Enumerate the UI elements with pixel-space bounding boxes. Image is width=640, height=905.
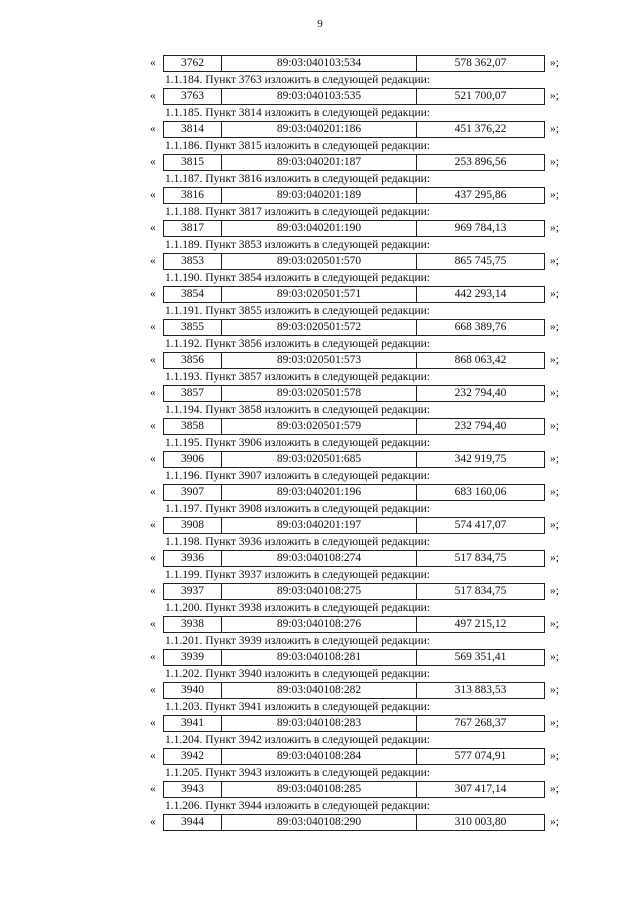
amendment-heading <box>0 139 640 154</box>
amendment-heading-text: 1.1.189. Пункт 3853 изложить в следующей редакции: <box>165 239 430 251</box>
quote-open: « <box>150 750 156 762</box>
cell-cadastral-number: 89:03:040201:186 <box>222 122 417 137</box>
quote-close: »; <box>550 618 559 630</box>
cell-value: 865 745,75 <box>454 255 507 267</box>
quote-open: « <box>150 222 156 234</box>
quote-open: « <box>150 816 156 828</box>
amendment-heading <box>0 700 640 715</box>
cell-cadastral-number: 89:03:040103:534 <box>222 56 417 71</box>
quote-open: « <box>150 585 156 597</box>
cell-number: 3939 <box>164 650 222 665</box>
table-row-box <box>163 55 545 72</box>
amendment-heading <box>0 469 640 484</box>
table-row <box>0 451 640 469</box>
cell-cadastral-number: 89:03:040108:283 <box>222 716 417 731</box>
quote-close: »; <box>550 717 559 729</box>
table-row <box>0 682 640 700</box>
cell-cadastral-number: 89:03:040103:535 <box>222 89 417 104</box>
table-row-box <box>163 154 545 171</box>
quote-open: « <box>150 453 156 465</box>
amendment-heading <box>0 535 640 550</box>
table-row-box <box>163 814 545 831</box>
cell-number: 3853 <box>164 254 222 269</box>
quote-close: »; <box>550 288 559 300</box>
cell-value: 313 883,53 <box>454 684 507 696</box>
cell-number: 3907 <box>164 485 222 500</box>
table-row <box>0 814 640 832</box>
amendment-heading <box>0 370 640 385</box>
table-row <box>0 583 640 601</box>
quote-open: « <box>150 552 156 564</box>
cell-cadastral-number: 89:03:040108:285 <box>222 782 417 797</box>
cell-value: 342 919,75 <box>454 453 507 465</box>
amendment-heading-text: 1.1.195. Пункт 3906 изложить в следующей редакции: <box>165 437 430 449</box>
cell-number: 3943 <box>164 782 222 797</box>
table-row-box <box>163 253 545 270</box>
cell-value: 517 834,75 <box>454 552 507 564</box>
cell-number: 3908 <box>164 518 222 533</box>
quote-close: »; <box>550 255 559 267</box>
quote-open: « <box>150 189 156 201</box>
cell-number: 3762 <box>164 56 222 71</box>
cell-value: 574 417,07 <box>454 519 507 531</box>
amendment-heading <box>0 271 640 286</box>
table-row <box>0 187 640 205</box>
quote-open: « <box>150 288 156 300</box>
quote-open: « <box>150 717 156 729</box>
cell-number: 3817 <box>164 221 222 236</box>
cell-number: 3944 <box>164 815 222 830</box>
cell-number: 3856 <box>164 353 222 368</box>
cell-cadastral-number: 89:03:040108:274 <box>222 551 417 566</box>
cell-value: 521 700,07 <box>454 90 507 102</box>
amendment-heading <box>0 502 640 517</box>
table-row <box>0 319 640 337</box>
table-row-box <box>163 187 545 204</box>
quote-close: »; <box>550 156 559 168</box>
table-row-box <box>163 418 545 435</box>
cell-value: 969 784,13 <box>454 222 507 234</box>
amendment-heading <box>0 106 640 121</box>
table-row-box <box>163 319 545 336</box>
amendment-heading <box>0 337 640 352</box>
quote-open: « <box>150 354 156 366</box>
table-row <box>0 550 640 568</box>
amendment-heading-text: 1.1.206. Пункт 3944 изложить в следующей редакции: <box>165 800 430 812</box>
amendment-heading-text: 1.1.191. Пункт 3855 изложить в следующей редакции: <box>165 305 430 317</box>
cell-cadastral-number: 89:03:020501:571 <box>222 287 417 302</box>
table-row-box <box>163 220 545 237</box>
amendment-heading <box>0 238 640 253</box>
quote-close: »; <box>550 783 559 795</box>
cell-cadastral-number: 89:03:040108:284 <box>222 749 417 764</box>
amendment-heading-text: 1.1.185. Пункт 3814 изложить в следующей редакции: <box>165 107 430 119</box>
amendment-heading-text: 1.1.199. Пункт 3937 изложить в следующей редакции: <box>165 569 430 581</box>
cell-cadastral-number: 89:03:040108:276 <box>222 617 417 632</box>
cell-value: 497 215,12 <box>454 618 507 630</box>
amendment-heading-text: 1.1.187. Пункт 3816 изложить в следующей редакции: <box>165 173 430 185</box>
cell-value: 437 295,86 <box>454 189 507 201</box>
cell-cadastral-number: 89:03:040108:275 <box>222 584 417 599</box>
quote-close: »; <box>550 90 559 102</box>
table-row-box <box>163 781 545 798</box>
amendment-heading <box>0 172 640 187</box>
quote-open: « <box>150 684 156 696</box>
amendment-heading-text: 1.1.193. Пункт 3857 изложить в следующей редакции: <box>165 371 430 383</box>
table-row-box <box>163 682 545 699</box>
amendment-heading-text: 1.1.202. Пункт 3940 изложить в следующей редакции: <box>165 668 430 680</box>
table-row <box>0 781 640 799</box>
amendment-heading-text: 1.1.201. Пункт 3939 изложить в следующей редакции: <box>165 635 430 647</box>
cell-cadastral-number: 89:03:020501:578 <box>222 386 417 401</box>
amendment-heading-text: 1.1.204. Пункт 3942 изложить в следующей редакции: <box>165 734 430 746</box>
amendment-heading <box>0 73 640 88</box>
table-row-box <box>163 286 545 303</box>
amendment-heading-text: 1.1.186. Пункт 3815 изложить в следующей редакции: <box>165 140 430 152</box>
quote-open: « <box>150 123 156 135</box>
quote-close: »; <box>550 57 559 69</box>
table-row <box>0 616 640 634</box>
table-row-box <box>163 583 545 600</box>
cell-cadastral-number: 89:03:040201:196 <box>222 485 417 500</box>
table-row-box <box>163 121 545 138</box>
table-row <box>0 352 640 370</box>
cell-number: 3936 <box>164 551 222 566</box>
quote-close: »; <box>550 453 559 465</box>
cell-cadastral-number: 89:03:020501:685 <box>222 452 417 467</box>
table-row <box>0 55 640 73</box>
amendment-heading <box>0 205 640 220</box>
cell-value: 578 362,07 <box>454 57 507 69</box>
cell-cadastral-number: 89:03:020501:572 <box>222 320 417 335</box>
quote-close: »; <box>550 321 559 333</box>
cell-cadastral-number: 89:03:040201:189 <box>222 188 417 203</box>
quote-open: « <box>150 783 156 795</box>
amendment-heading <box>0 403 640 418</box>
cell-value: 683 160,06 <box>454 486 507 498</box>
cell-number: 3855 <box>164 320 222 335</box>
amendment-heading <box>0 766 640 781</box>
table-row-box <box>163 748 545 765</box>
cell-number: 3941 <box>164 716 222 731</box>
cell-cadastral-number: 89:03:020501:573 <box>222 353 417 368</box>
quote-close: »; <box>550 552 559 564</box>
table-row <box>0 253 640 271</box>
cell-value: 517 834,75 <box>454 585 507 597</box>
cell-cadastral-number: 89:03:040108:290 <box>222 815 417 830</box>
cell-value: 310 003,80 <box>454 816 507 828</box>
table-row <box>0 154 640 172</box>
cell-cadastral-number: 89:03:040108:281 <box>222 650 417 665</box>
cell-number: 3763 <box>164 89 222 104</box>
table-row <box>0 748 640 766</box>
cell-cadastral-number: 89:03:040201:197 <box>222 518 417 533</box>
quote-close: »; <box>550 519 559 531</box>
amendment-heading-text: 1.1.188. Пункт 3817 изложить в следующей редакции: <box>165 206 430 218</box>
table-row <box>0 649 640 667</box>
quote-close: »; <box>550 354 559 366</box>
amendment-heading-text: 1.1.203. Пункт 3941 изложить в следующей редакции: <box>165 701 430 713</box>
quote-open: « <box>150 486 156 498</box>
quote-close: »; <box>550 387 559 399</box>
table-row <box>0 517 640 535</box>
cell-number: 3906 <box>164 452 222 467</box>
table-row <box>0 121 640 139</box>
cell-value: 442 293,14 <box>454 288 507 300</box>
amendment-heading-text: 1.1.205. Пункт 3943 изложить в следующей редакции: <box>165 767 430 779</box>
quote-close: »; <box>550 189 559 201</box>
quote-open: « <box>150 387 156 399</box>
cell-value: 577 074,91 <box>454 750 507 762</box>
amendment-heading-text: 1.1.198. Пункт 3936 изложить в следующей редакции: <box>165 536 430 548</box>
table-row <box>0 220 640 238</box>
amendment-heading-text: 1.1.200. Пункт 3938 изложить в следующей редакции: <box>165 602 430 614</box>
quote-open: « <box>150 255 156 267</box>
cell-value: 232 794,40 <box>454 387 507 399</box>
cell-number: 3938 <box>164 617 222 632</box>
table-row <box>0 484 640 502</box>
table-row-box <box>163 550 545 567</box>
cell-number: 3858 <box>164 419 222 434</box>
cell-cadastral-number: 89:03:020501:579 <box>222 419 417 434</box>
cell-value: 767 268,37 <box>454 717 507 729</box>
table-row <box>0 715 640 733</box>
amendment-heading <box>0 436 640 451</box>
table-row-box <box>163 352 545 369</box>
table-row-box <box>163 484 545 501</box>
amendment-heading-text: 1.1.197. Пункт 3908 изложить в следующей редакции: <box>165 503 430 515</box>
cell-cadastral-number: 89:03:020501:570 <box>222 254 417 269</box>
quote-close: »; <box>550 222 559 234</box>
amendment-heading-text: 1.1.194. Пункт 3858 изложить в следующей редакции: <box>165 404 430 416</box>
amendment-heading-text: 1.1.192. Пункт 3856 изложить в следующей редакции: <box>165 338 430 350</box>
quote-open: « <box>150 57 156 69</box>
quote-close: »; <box>550 486 559 498</box>
cell-cadastral-number: 89:03:040201:187 <box>222 155 417 170</box>
table-row-box <box>163 649 545 666</box>
cell-number: 3814 <box>164 122 222 137</box>
amendment-heading <box>0 733 640 748</box>
table-row-box <box>163 715 545 732</box>
cell-number: 3816 <box>164 188 222 203</box>
table-row <box>0 88 640 106</box>
quote-open: « <box>150 618 156 630</box>
table-row-box <box>163 88 545 105</box>
quote-close: »; <box>550 816 559 828</box>
cell-value: 868 063,42 <box>454 354 507 366</box>
cell-number: 3942 <box>164 749 222 764</box>
cell-value: 451 376,22 <box>454 123 507 135</box>
amendment-heading-text: 1.1.190. Пункт 3854 изложить в следующей редакции: <box>165 272 430 284</box>
amendment-heading <box>0 601 640 616</box>
quote-close: »; <box>550 750 559 762</box>
quote-close: »; <box>550 684 559 696</box>
quote-open: « <box>150 156 156 168</box>
amendment-heading <box>0 304 640 319</box>
quote-open: « <box>150 90 156 102</box>
cell-value: 232 794,40 <box>454 420 507 432</box>
cell-number: 3937 <box>164 584 222 599</box>
cell-value: 668 389,76 <box>454 321 507 333</box>
amendment-heading-text: 1.1.184. Пункт 3763 изложить в следующей редакции: <box>165 74 430 86</box>
cell-number: 3854 <box>164 287 222 302</box>
cell-number: 3857 <box>164 386 222 401</box>
amendment-heading <box>0 568 640 583</box>
table-row <box>0 385 640 403</box>
page-number: 9 <box>317 18 323 30</box>
cell-value: 307 417,14 <box>454 783 507 795</box>
cell-cadastral-number: 89:03:040201:190 <box>222 221 417 236</box>
quote-close: »; <box>550 651 559 663</box>
table-row <box>0 418 640 436</box>
table-row-box <box>163 616 545 633</box>
cell-number: 3940 <box>164 683 222 698</box>
document-body <box>0 55 640 832</box>
amendment-heading <box>0 634 640 649</box>
quote-open: « <box>150 321 156 333</box>
table-row-box <box>163 385 545 402</box>
table-row-box <box>163 517 545 534</box>
cell-value: 253 896,56 <box>454 156 507 168</box>
quote-close: »; <box>550 123 559 135</box>
amendment-heading <box>0 799 640 814</box>
cell-cadastral-number: 89:03:040108:282 <box>222 683 417 698</box>
table-row <box>0 286 640 304</box>
cell-number: 3815 <box>164 155 222 170</box>
quote-open: « <box>150 651 156 663</box>
quote-close: »; <box>550 420 559 432</box>
quote-open: « <box>150 420 156 432</box>
amendment-heading-text: 1.1.196. Пункт 3907 изложить в следующей редакции: <box>165 470 430 482</box>
quote-close: »; <box>550 585 559 597</box>
quote-open: « <box>150 519 156 531</box>
table-row-box <box>163 451 545 468</box>
amendment-heading <box>0 667 640 682</box>
cell-value: 569 351,41 <box>454 651 507 663</box>
